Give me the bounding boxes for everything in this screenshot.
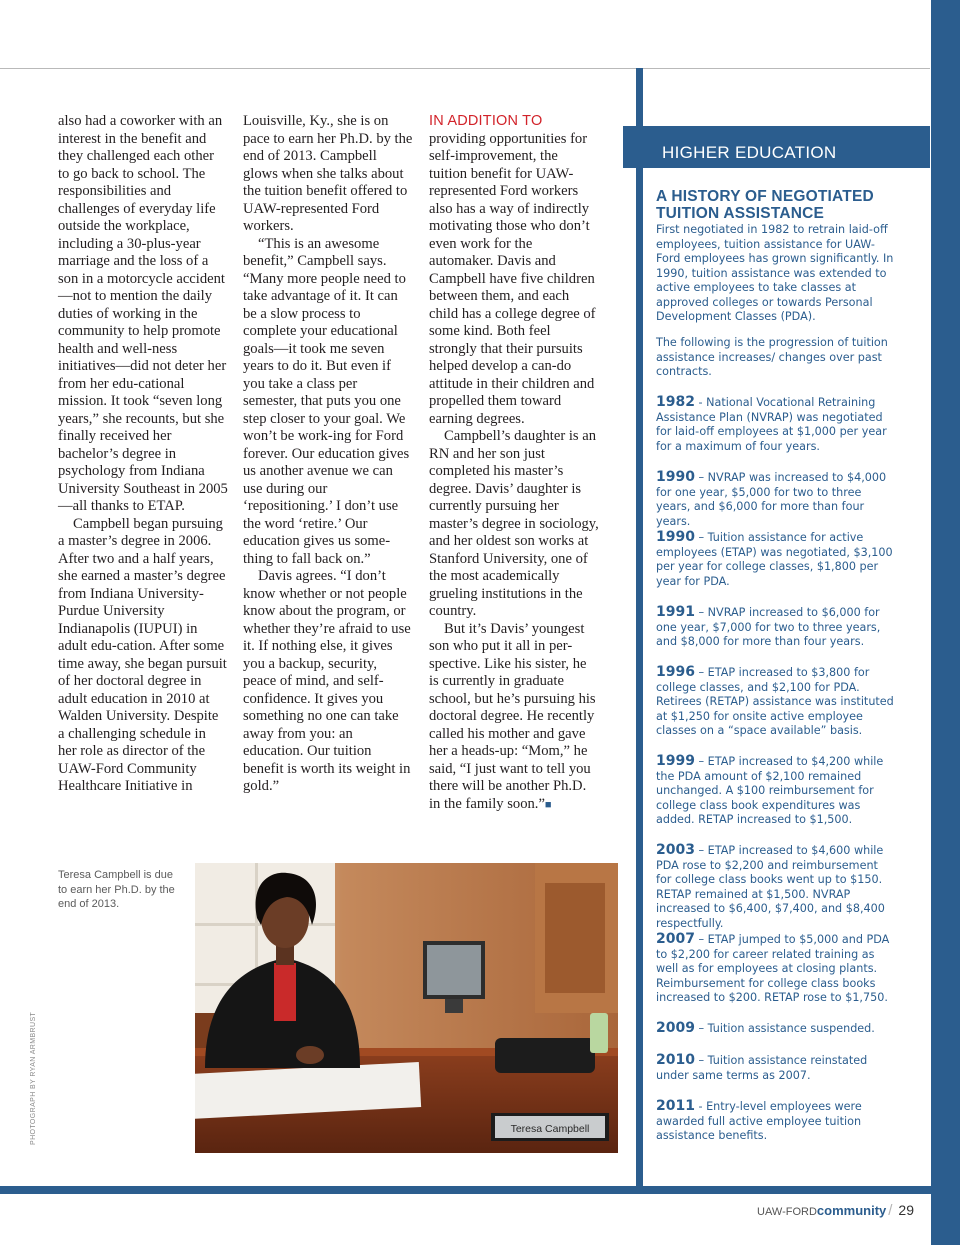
sidebar-intro: First negotiated in 1982 to retrain laid-off employees, tuition assistance for UAW- Ford employees has grown significantly. In 1990, tuition assistance was extended to active employees to take classes at approved colleges or towards Personal Development Classes (PDA). — [656, 223, 894, 323]
nameplate-text: Teresa Campbell — [510, 1123, 590, 1135]
timeline-entry — [656, 1021, 894, 1037]
timeline-entry — [656, 843, 894, 931]
timeline-year: 1990 — [656, 469, 695, 485]
timeline-text: – ETAP increased to $4,200 while the PDA amount of $2,100 remained unchanged. A $100 reimbursement for college class book expenditures was added. RETAP increased to $1,500. — [656, 755, 884, 826]
timeline-year: 2003 — [656, 842, 695, 858]
timeline-text: - Entry-level employees were awarded full active employee tuition assistance benefits. — [656, 1100, 862, 1142]
column2-paragraph-3: Davis agrees. “I don’t know whether or not people know about the program, or whether they’re afraid to use it. If nothing else, it gives you a backup, security, peace of mind, and self-confidence. It gives you something no one can take away from you: an education. Our tuition benefit is worth its weight in gold.” — [243, 568, 411, 794]
column2-paragraph-1: Louisville, Ky., she is on pace to earn her Ph.D. by the end of 2013. Campbell glows when she talks about the tuition benefit offered to UAW-represented Ford workers. — [243, 113, 413, 234]
timeline-entry — [656, 470, 894, 529]
timeline-entry — [656, 754, 894, 828]
sidebar-intro-block — [656, 189, 894, 325]
timeline-text: - National Vocational Retraining Assistance Plan (NVRAP) was negotiated for laid-off employees at $1,000 per year for a maximum of four years. — [656, 396, 887, 453]
timeline-year: 1999 — [656, 753, 695, 769]
timeline-entry — [656, 665, 894, 739]
timeline-year: 2011 — [656, 1098, 695, 1114]
timeline-year: 1991 — [656, 604, 695, 620]
column1-paragraph-1: also had a coworker with an interest in the benefit and they challenged each other to go back to school. The responsibilities and challenges of everyday life outside the workplace, including a 30-plus-year marriage and the loss of a son in a motorcycle accident—not to mention the daily duties of working in the community to help promote health and well-ness initiatives—did not deter her from her edu-cational mission. It took “seven long years,” she recounts, but she finally received her bachelor’s degree in psychology from Indiana University Southeast in 2005—all thanks to ETAP. — [58, 113, 228, 514]
timeline-text: – ETAP jumped to $5,000 and PDA to $2,200 for career related training as well as for employees at closing plants. Reimbursement for college class books increased to $200. RETAP rose to $1,750. — [656, 933, 890, 1004]
photo-credit: PHOTOGRAPH BY RYAN ARMBRUST — [30, 1011, 37, 1145]
timeline-text: – NVRAP increased to $6,000 for one year, $7,000 for two to three years, and $8,000 for more than four years. — [656, 606, 881, 648]
column3-paragraph-3-text: But it’s Davis’ youngest son who put it all in per-spective. Like his sister, he is currently in graduate school, but he’s pursuing his doctoral degree. He recently called his mother and gave her a heads-up: “Mom,” he said, “I just want to tell you there will be another Ph.D. in the family soon.” — [429, 620, 596, 812]
timeline-entry — [656, 605, 894, 650]
sidebar-left-rule — [636, 68, 643, 1186]
sidebar-intro-2-text: The following is the progression of tuition assistance increases/ changes over past contracts. — [656, 336, 888, 378]
office-photo-illustration — [195, 863, 618, 1153]
column3-paragraph-1: providing opportunities for self-improvement, the tuition benefit for UAW-represented Ford workers also has a way of indirectly motivating those who don’t even work for the automaker. Davis and Campbell have five children between them, and each child has a college degree of some kind. Both feel strongly that their pursuits helped develop a can-do attitude in their children and propelled them toward earning degrees. — [429, 130, 596, 427]
page-number: 29 — [898, 1202, 914, 1218]
timeline-year: 2007 — [656, 931, 695, 947]
top-rule — [0, 68, 930, 69]
column3-paragraph-2: Campbell’s daughter is an RN and her son just completed his master’s degree. Davis’ daughter is currently pursuing her master’s degree in sociology, and her oldest son works at Stanford University, one of the most academically grueling institutions in the country. — [429, 428, 599, 619]
timeline-text: – ETAP increased to $3,800 for college classes, and $2,100 for PDA. Retirees (RETAP) assistance was instituted at $1,250 for onsite active employee classes on a “space available” basis. — [656, 666, 894, 737]
portrait-photo — [195, 863, 618, 1153]
timeline-entry — [656, 1099, 894, 1144]
column1-paragraph-2: Campbell began pursuing a master’s degree in 2006. After two and a half years, she earned a master’s degree from Indiana University-Purdue University Indianapolis (IUPUI) in adult edu-cation. After some time away, she began pursuit of her doctoral degree in adult education in 2010 at Walden University. Despite a challenging schedule in her role as director of the UAW-Ford Community Healthcare Initiative in — [58, 515, 227, 794]
sidebar-heading: A HISTORY OF NEGOTIATED TUITION ASSISTANCE — [656, 188, 874, 222]
timeline-entry — [656, 395, 894, 454]
right-edge-bar — [931, 0, 960, 1245]
timeline-text: – Tuition assistance for active employees (ETAP) was negotiated, $3,100 per year for college classes, $1,800 per year for PDA. — [656, 531, 893, 588]
timeline-entry — [656, 530, 894, 589]
footer-prefix: UAW-FORD — [757, 1206, 817, 1218]
footer-brand: community — [816, 1203, 887, 1218]
timeline-year: 2009 — [656, 1020, 695, 1036]
timeline-text: – Tuition assistance reinstated under same terms as 2007. — [656, 1054, 868, 1082]
timeline-text: – NVRAP was increased to $4,000 for one year, $5,000 for two to three years, and $6,000 for more than four years. — [656, 471, 887, 528]
timeline-year: 1990 — [656, 529, 695, 545]
end-of-article-mark: ■ — [544, 798, 552, 811]
timeline-entry — [656, 932, 894, 1006]
column2-paragraph-2: “This is an awesome benefit,” Campbell says. “Many more people need to take advantage of it. It can be a slow process to complete your educational goals—it took me seven years to do it. But even if you take a class per semester, that puts you one step closer to your goal. We won’t be work-ing for Ford forever. Our education gives us another avenue we can use during our ‘repositioning.’ I don’t use the word ‘retire.’ Our education gives us some-thing to fall back on.” — [243, 235, 410, 567]
article-column-3 — [429, 113, 599, 814]
column3-paragraph-3 — [429, 621, 599, 815]
timeline-entry — [656, 1053, 894, 1083]
section-lead-in: IN ADDITION TO — [429, 113, 543, 129]
sidebar-intro-2 — [656, 336, 894, 380]
article-column-1 — [58, 113, 228, 796]
timeline-year: 1982 — [656, 394, 695, 410]
timeline-year: 1996 — [656, 664, 695, 680]
timeline-text: – ETAP increased to $4,600 while PDA rose to $2,200 and reimbursement for college class books went up to $150. RETAP remained at $1,500. NVRAP increased to $6,400, $7,400, and $8,400 respectfully. — [656, 844, 885, 930]
article-column-2 — [243, 113, 413, 796]
photo-caption: Teresa Campbell is due to earn her Ph.D. by the end of 2013. — [58, 869, 175, 910]
timeline-year: 2010 — [656, 1052, 695, 1068]
bottom-bar — [0, 1186, 960, 1194]
footer-slash: / — [888, 1202, 893, 1219]
section-title-bar: HIGHER EDUCATION — [623, 126, 930, 168]
page-footer — [757, 1202, 914, 1219]
timeline-text: – Tuition assistance suspended. — [694, 1022, 875, 1035]
